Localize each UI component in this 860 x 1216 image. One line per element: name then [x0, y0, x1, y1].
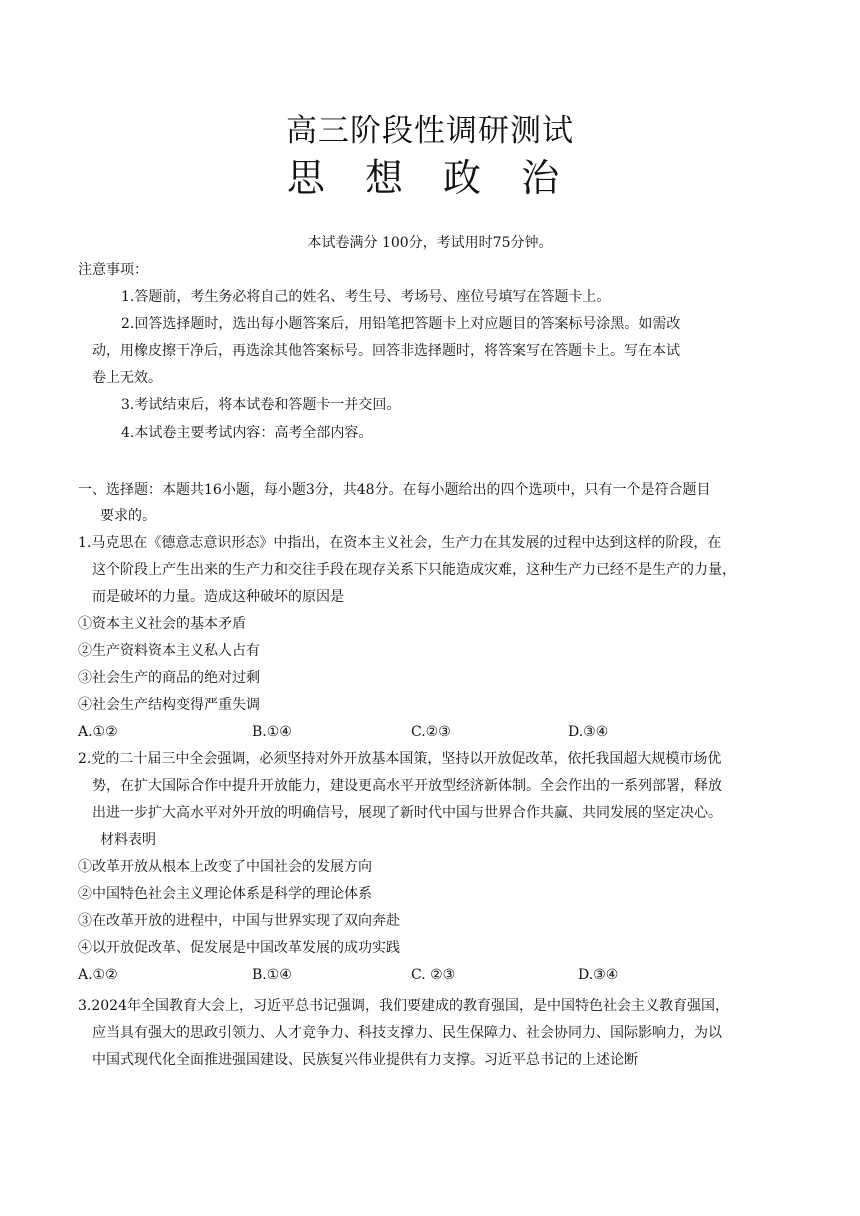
q2-stem-line-4: 材料表明	[100, 832, 156, 848]
q2-option-a[interactable]: A.①②	[78, 967, 118, 983]
q1-statement-3: ③社会生产的商品的绝对过剩	[78, 670, 260, 686]
q3-stem-line-1: 3.2024年全国教育大会上，习近平总书记强调，我们要建成的教育强国，是中国特色社会主义教育强国，	[78, 998, 729, 1014]
q2-statement-1: ①改革开放从根本上改变了中国社会的发展方向	[78, 859, 372, 875]
q2-stem-line-1: 2.党的二十届三中全会强调，必须坚持对外开放基本国策，坚持以开放促改革，依托我国超大规模市场优	[78, 751, 722, 767]
notice-item-4: 4.本试卷主要考试内容：高考全部内容。	[121, 425, 373, 441]
q1-option-c[interactable]: C.②③	[411, 724, 451, 740]
q2-stem-line-2: 势，在扩大国际合作中提升开放能力，建设更高水平开放型经济新体制。全会作出的一系列部署，释放	[92, 778, 722, 794]
q2-statement-2: ②中国特色社会主义理论体系是科学的理论体系	[78, 886, 372, 902]
exam-info: 本试卷满分 100分，考试用时75分钟。	[307, 235, 553, 251]
notice-item-2-line-1: 2.回答选择题时，选出每小题答案后，用铅笔把答题卡上对应题目的答案标号涂黑。如需改	[121, 316, 681, 332]
notice-item-1: 1.答题前，考生务必将自己的姓名、考生号、考场号、座位号填写在答题卡上。	[121, 289, 611, 305]
notice-item-2-line-2: 动，用橡皮擦干净后，再选涂其他答案标号。回答非选择题时，将答案写在答题卡上。写在本试	[92, 343, 680, 359]
q2-option-d[interactable]: D.③④	[578, 967, 619, 983]
notice-heading: 注意事项：	[78, 262, 148, 278]
section-heading-line-2: 要求的。	[100, 508, 156, 524]
q3-stem-line-3: 中国式现代化全面推进强国建设、民族复兴伟业提供有力支撑。习近平总书记的上述论断	[92, 1052, 638, 1068]
q3-stem-line-2: 应当具有强大的思政引领力、人才竞争力、科技支撑力、民生保障力、社会协同力、国际影响力，为以	[92, 1025, 722, 1041]
q1-statement-4: ④社会生产结构变得严重失调	[78, 697, 260, 713]
q2-option-b[interactable]: B.①④	[252, 967, 292, 983]
q2-statement-3: ③在改革开放的进程中，中国与世界实现了双向奔赴	[78, 913, 400, 929]
q1-statement-1: ①资本主义社会的基本矛盾	[78, 616, 246, 632]
q1-stem-line-3: 而是破坏的力量。造成这种破坏的原因是	[92, 589, 344, 605]
q1-stem-line-2: 这个阶段上产生出来的生产力和交往手段在现存关系下只能造成灾难，这种生产力已经不是生产的力量，	[92, 562, 736, 578]
exam-title: 高三阶段性调研测试	[286, 113, 574, 149]
q2-stem-line-3: 出进一步扩大高水平对外开放的明确信号，展现了新时代中国与世界合作共赢、共同发展的坚定决心。	[92, 805, 722, 821]
q1-statement-2: ②生产资料资本主义私人占有	[78, 643, 260, 659]
q1-stem-line-1: 1.马克思在《德意志意识形态》中指出，在资本主义社会，生产力在其发展的过程中达到这样的阶段，在	[78, 535, 722, 551]
q1-option-b[interactable]: B.①④	[252, 724, 292, 740]
notice-item-2-line-3: 卷上无效。	[92, 370, 162, 386]
subject-title: 思 想 政 治	[286, 156, 574, 200]
q1-option-a[interactable]: A.①②	[78, 724, 118, 740]
q2-statement-4: ④以开放促改革、促发展是中国改革发展的成功实践	[78, 940, 400, 956]
notice-item-3: 3.考试结束后，将本试卷和答题卡一并交回。	[121, 397, 401, 413]
q2-options	[78, 965, 778, 985]
q2-option-c[interactable]: C. ②③	[411, 967, 456, 983]
q1-option-d[interactable]: D.③④	[568, 724, 609, 740]
section-heading-line-1: 一、选择题：本题共16小题，每小题3分，共48分。在每小题给出的四个选项中，只有一个是符合题目	[78, 482, 711, 498]
q1-options	[78, 722, 778, 742]
